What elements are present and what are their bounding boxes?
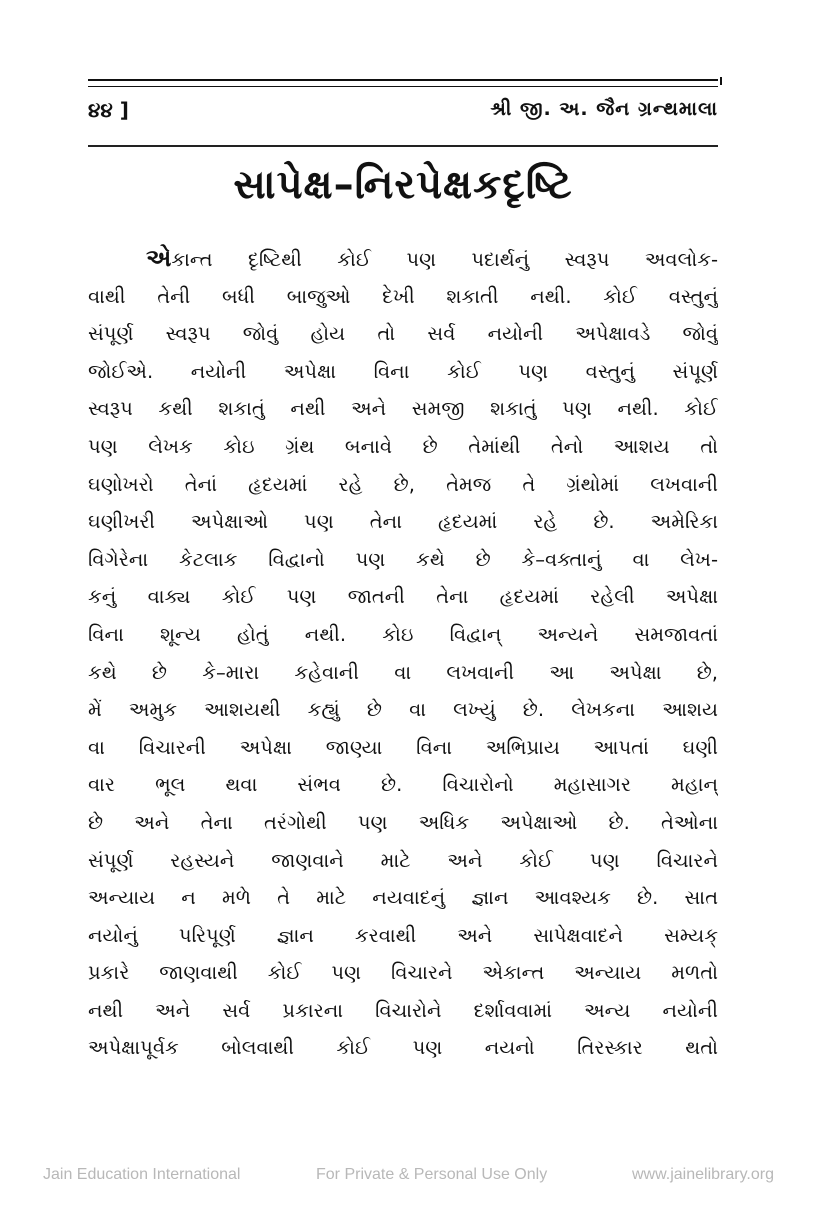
text-line: પણ લેખક કોઇ ગ્રંથ બનાવે છે તેમાંથી તેનો આશય તો <box>88 434 718 458</box>
text-line: નયોનું પરિપૂર્ણ જ્ઞાન કરવાથી અને સાપેક્ષવાદને સમ્યક્ <box>88 923 718 947</box>
text-line: ઘણીખરી અપેક્ષાઓ પણ તેના હૃદયમાં રહે છે. અમેરિકા <box>88 510 718 534</box>
text-line: ઘણોખરો તેનાં હૃદયમાં રહે છે, તેમજ તે ગ્રંથોમાં લખવાની <box>88 472 718 496</box>
footer-publisher: Jain Education International <box>43 1166 241 1183</box>
text-line: વિના શૂન્ય હોતું નથી. કોઇ વિદ્વાન્ અન્યને સમજાવતાં <box>88 622 718 646</box>
text-line: વાર ભૂલ થવા સંભવ છે. વિચારોનો મહાસાગર મહાન્ <box>88 773 718 797</box>
running-header <box>88 98 718 128</box>
footer-website-link[interactable]: www.jainelibrary.org <box>632 1166 774 1183</box>
text-line: સંપૂર્ણ રહસ્યને જાણવાને માટે અને કોઈ પણ વિચારને <box>88 848 718 872</box>
text-line: મેં અમુક આશયથી કહ્યું છે વા લખ્યું છે. લેખકના આશય <box>88 698 718 722</box>
text-line: વા વિચારની અપેક્ષા જાણ્યા વિના અભિપ્રાય આપતાં ઘણી <box>88 735 718 759</box>
chapter-title: સાપેક્ષ–નિરપેક્ષકદૃષ્ટિ <box>233 162 573 208</box>
text-line: વાથી તેની બધી બાજુઓ દેખી શકાતી નથી. કોઈ વસ્તુનું <box>88 284 718 308</box>
drop-cap: એ <box>146 244 172 272</box>
text-line: કથે છે કે–મારા કહેવાની વા લખવાની આ અપેક્ષા છે, <box>88 660 718 684</box>
text-line: નથી અને સર્વ પ્રકારના વિચારોને દર્શાવવામાં અન્ય નયોની <box>88 998 718 1022</box>
body-paragraph <box>88 240 718 1067</box>
series-title: શ્રી જી. અ. જૈન ગ્રન્થમાલા <box>490 98 718 120</box>
text-line: અપેક્ષાપૂર્વક બોલવાથી કોઈ પણ નયનો તિરસ્કાર થતો <box>88 1036 718 1060</box>
text-line: છે અને તેના તરંગોથી પણ અધિક અપેક્ષાઓ છે. તેઓના <box>88 810 718 834</box>
text-line: જોઈએ. નયોની અપેક્ષા વિના કોઈ પણ વસ્તુનું સંપૂર્ણ <box>88 359 718 383</box>
text-line: સંપૂર્ણ સ્વરૂપ જોવું હોય તો સર્વ નયોની અપેક્ષાવડે જોવું <box>88 322 718 346</box>
text-line: વિગેરેના કેટલાક વિદ્વાનો પણ કથે છે કે–વક્તાનું વા લેખ- <box>88 547 718 571</box>
text-line: પ્રકારે જાણવાથી કોઈ પણ વિચારને એકાન્ત અન્યાય મળતો <box>88 961 718 985</box>
page-number: ૪૪ ] <box>88 98 129 122</box>
text-line: એકાન્ત દૃષ્ટિથી કોઈ પણ પદાર્થનું સ્વરૂપ અવલોક- <box>146 244 718 272</box>
footer-watermark <box>0 1166 828 1190</box>
text-line: સ્વરૂપ કથી શકાતું નથી અને સમજી શકાતું પણ નથી. કોઈ <box>88 397 718 421</box>
header-top-rule <box>88 79 718 87</box>
header-bottom-rule <box>88 145 718 147</box>
text-line: કનું વાક્ય કોઈ પણ જાતની તેના હૃદયમાં રહેલી અપેક્ષા <box>88 585 718 609</box>
footer-usage-note: For Private & Personal Use Only <box>316 1166 548 1183</box>
text-line: અન્યાય ન મળે તે માટે નયવાદનું જ્ઞાન આવશ્યક છે. સાત <box>88 886 718 910</box>
